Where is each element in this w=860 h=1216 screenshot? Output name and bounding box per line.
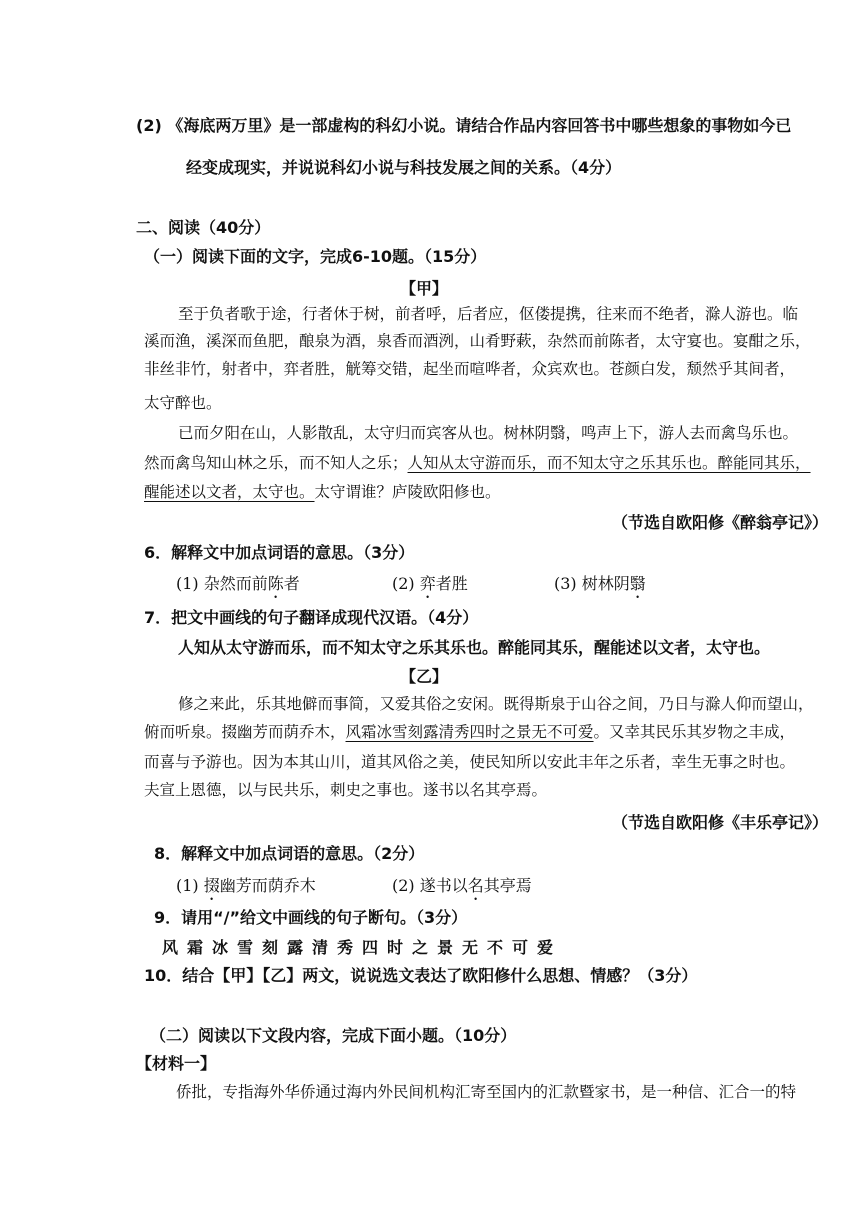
question-7-sentence: 人知从太守游而乐，而不知太守之乐其乐也。醉能同其乐，醒能述以文者，太守也。 (178, 638, 771, 657)
q6-item-1-post: 者 (283, 574, 300, 593)
question-8-item-2 (392, 876, 532, 904)
jia-p2-line-3-plain: 太守谓谁？庐陵欧阳修也。 (314, 483, 501, 501)
q8-item-1-pre: (1) (176, 876, 204, 895)
question-6-stem: 6．解释文中加点词语的意思。（3分） (144, 543, 415, 562)
question-9-sentence: 风霜冰雪刻露清秀四时之景无不可爱 (162, 938, 563, 957)
jia-p2-line-2-plain: 然而禽鸟知山林之乐，而不知人之乐； (144, 454, 408, 472)
jia-p1-line-4: 太守醉也。 (144, 394, 222, 412)
question-7-stem: 7．把文中画线的句子翻译成现代汉语。（4分） (144, 608, 479, 627)
jia-p1-line-3: 非丝非竹，射者中，弈者胜，觥筹交错，起坐而喧哗者，众宾欢也。苍颜白发，颓然乎其间者， (144, 360, 796, 378)
jia-source: （节选自欧阳修《醉翁亭记》） (611, 513, 828, 532)
question-8-item-1 (176, 876, 316, 904)
jia-p2-line-3 (144, 485, 501, 501)
question-6-item-1 (176, 574, 300, 602)
jia-p1-line-1: 至于负者歌于途，行者休于树，前者呼，后者应，伛偻提携，往来而不绝者，滁人游也。临 (178, 305, 799, 323)
material-1-heading: 【材料一】 (136, 1054, 217, 1073)
jia-p1-line-2: 溪而渔，溪深而鱼肥，酿泉为酒，泉香而酒洌，山肴野蔌，杂然而前陈者，太守宴也。宴酣之乐， (144, 332, 811, 350)
underlined-sentence-part-1: 人知从太守游而乐，而不知太守之乐其乐也。醉能同其乐， (407, 454, 811, 472)
q6-item-3-pre: (3) 树林阴 (554, 574, 630, 593)
part-1-title: （一）阅读下面的文字，完成6-10题。（15分） (144, 247, 487, 266)
q6-item-2-pre: (2) (392, 574, 420, 593)
yi-line-3: 而喜与予游也。因为本其山川，道其风俗之美，使民知所以安此丰年之乐者，幸生无事之时也。 (144, 753, 796, 771)
q8-item-2-dotted: 名 (467, 876, 484, 895)
question-2-line-2: 经变成现实，并说说科幻小说与科技发展之间的关系。（4分） (186, 158, 622, 177)
underlined-sentence-part-2: 醒能述以文者，太守也。 (144, 483, 315, 501)
yi-line-2-tail: 。又幸其民乐其岁物之丰成， (593, 723, 796, 741)
yi-line-2-plain: 俯而听泉。掇幽芳而荫乔木， (144, 723, 346, 741)
q6-item-2-post: 者胜 (435, 574, 468, 593)
section-2-title: 二、阅读（40分） (136, 218, 271, 237)
q6-item-1-dotted: 陈 (267, 574, 284, 593)
q8-item-2-pre: (2) 遂书以 (392, 876, 468, 895)
passage-yi-heading: 【乙】 (400, 667, 448, 686)
q8-item-1-post: 幽芳而荫乔木 (219, 876, 316, 895)
question-9-stem: 9．请用“/”给文中画线的句子断句。（3分） (154, 908, 468, 927)
question-6-item-2 (392, 574, 468, 602)
jia-p2-line-1: 已而夕阳在山，人影散乱，太守归而宾客从也。树林阴翳，鸣声上下，游人去而禽鸟乐也。 (178, 424, 799, 442)
yi-line-1: 修之来此，乐其地僻而事简，又爱其俗之安闲。既得斯泉于山谷之间，乃日与滁人仰而望山， (178, 695, 814, 713)
material-1-text: 侨批，专指海外华侨通过海内外民间机构汇寄至国内的汇款暨家书，是一种信、汇合一的特 (176, 1083, 797, 1101)
question-8-stem: 8．解释文中加点词语的意思。（2分） (154, 844, 425, 863)
question-10-stem: 10．结合【甲】【乙】两文，说说选文表达了欧阳修什么思想、情感？（3分） (144, 966, 698, 985)
yi-line-2 (144, 725, 795, 741)
question-6-item-3 (554, 574, 646, 602)
question-2-line-1: (2) 《海底两万里》是一部虚构的科幻小说。请结合作品内容回答书中哪些想象的事物如今已 (136, 116, 792, 135)
yi-line-4: 夫宣上恩德，以与民共乐，刺史之事也。遂书以名其亭焉。 (144, 781, 548, 799)
q6-item-2-dotted: 弈 (419, 574, 436, 593)
q8-item-2-post: 其亭焉 (483, 876, 532, 895)
q6-item-3-dotted: 翳 (629, 574, 646, 593)
q8-item-1-dotted: 掇 (203, 876, 220, 895)
jia-p2-line-2 (144, 456, 811, 472)
q6-item-1-pre: (1) 杂然而前 (176, 574, 268, 593)
yi-source: （节选自欧阳修《丰乐亭记》） (611, 813, 828, 832)
passage-jia-heading: 【甲】 (400, 279, 448, 298)
yi-underlined-sentence: 风霜冰雪刻露清秀四时之景无不可爱 (345, 723, 594, 741)
part-2-title: （二）阅读以下文段内容，完成下面小题。（10分） (150, 1026, 517, 1045)
